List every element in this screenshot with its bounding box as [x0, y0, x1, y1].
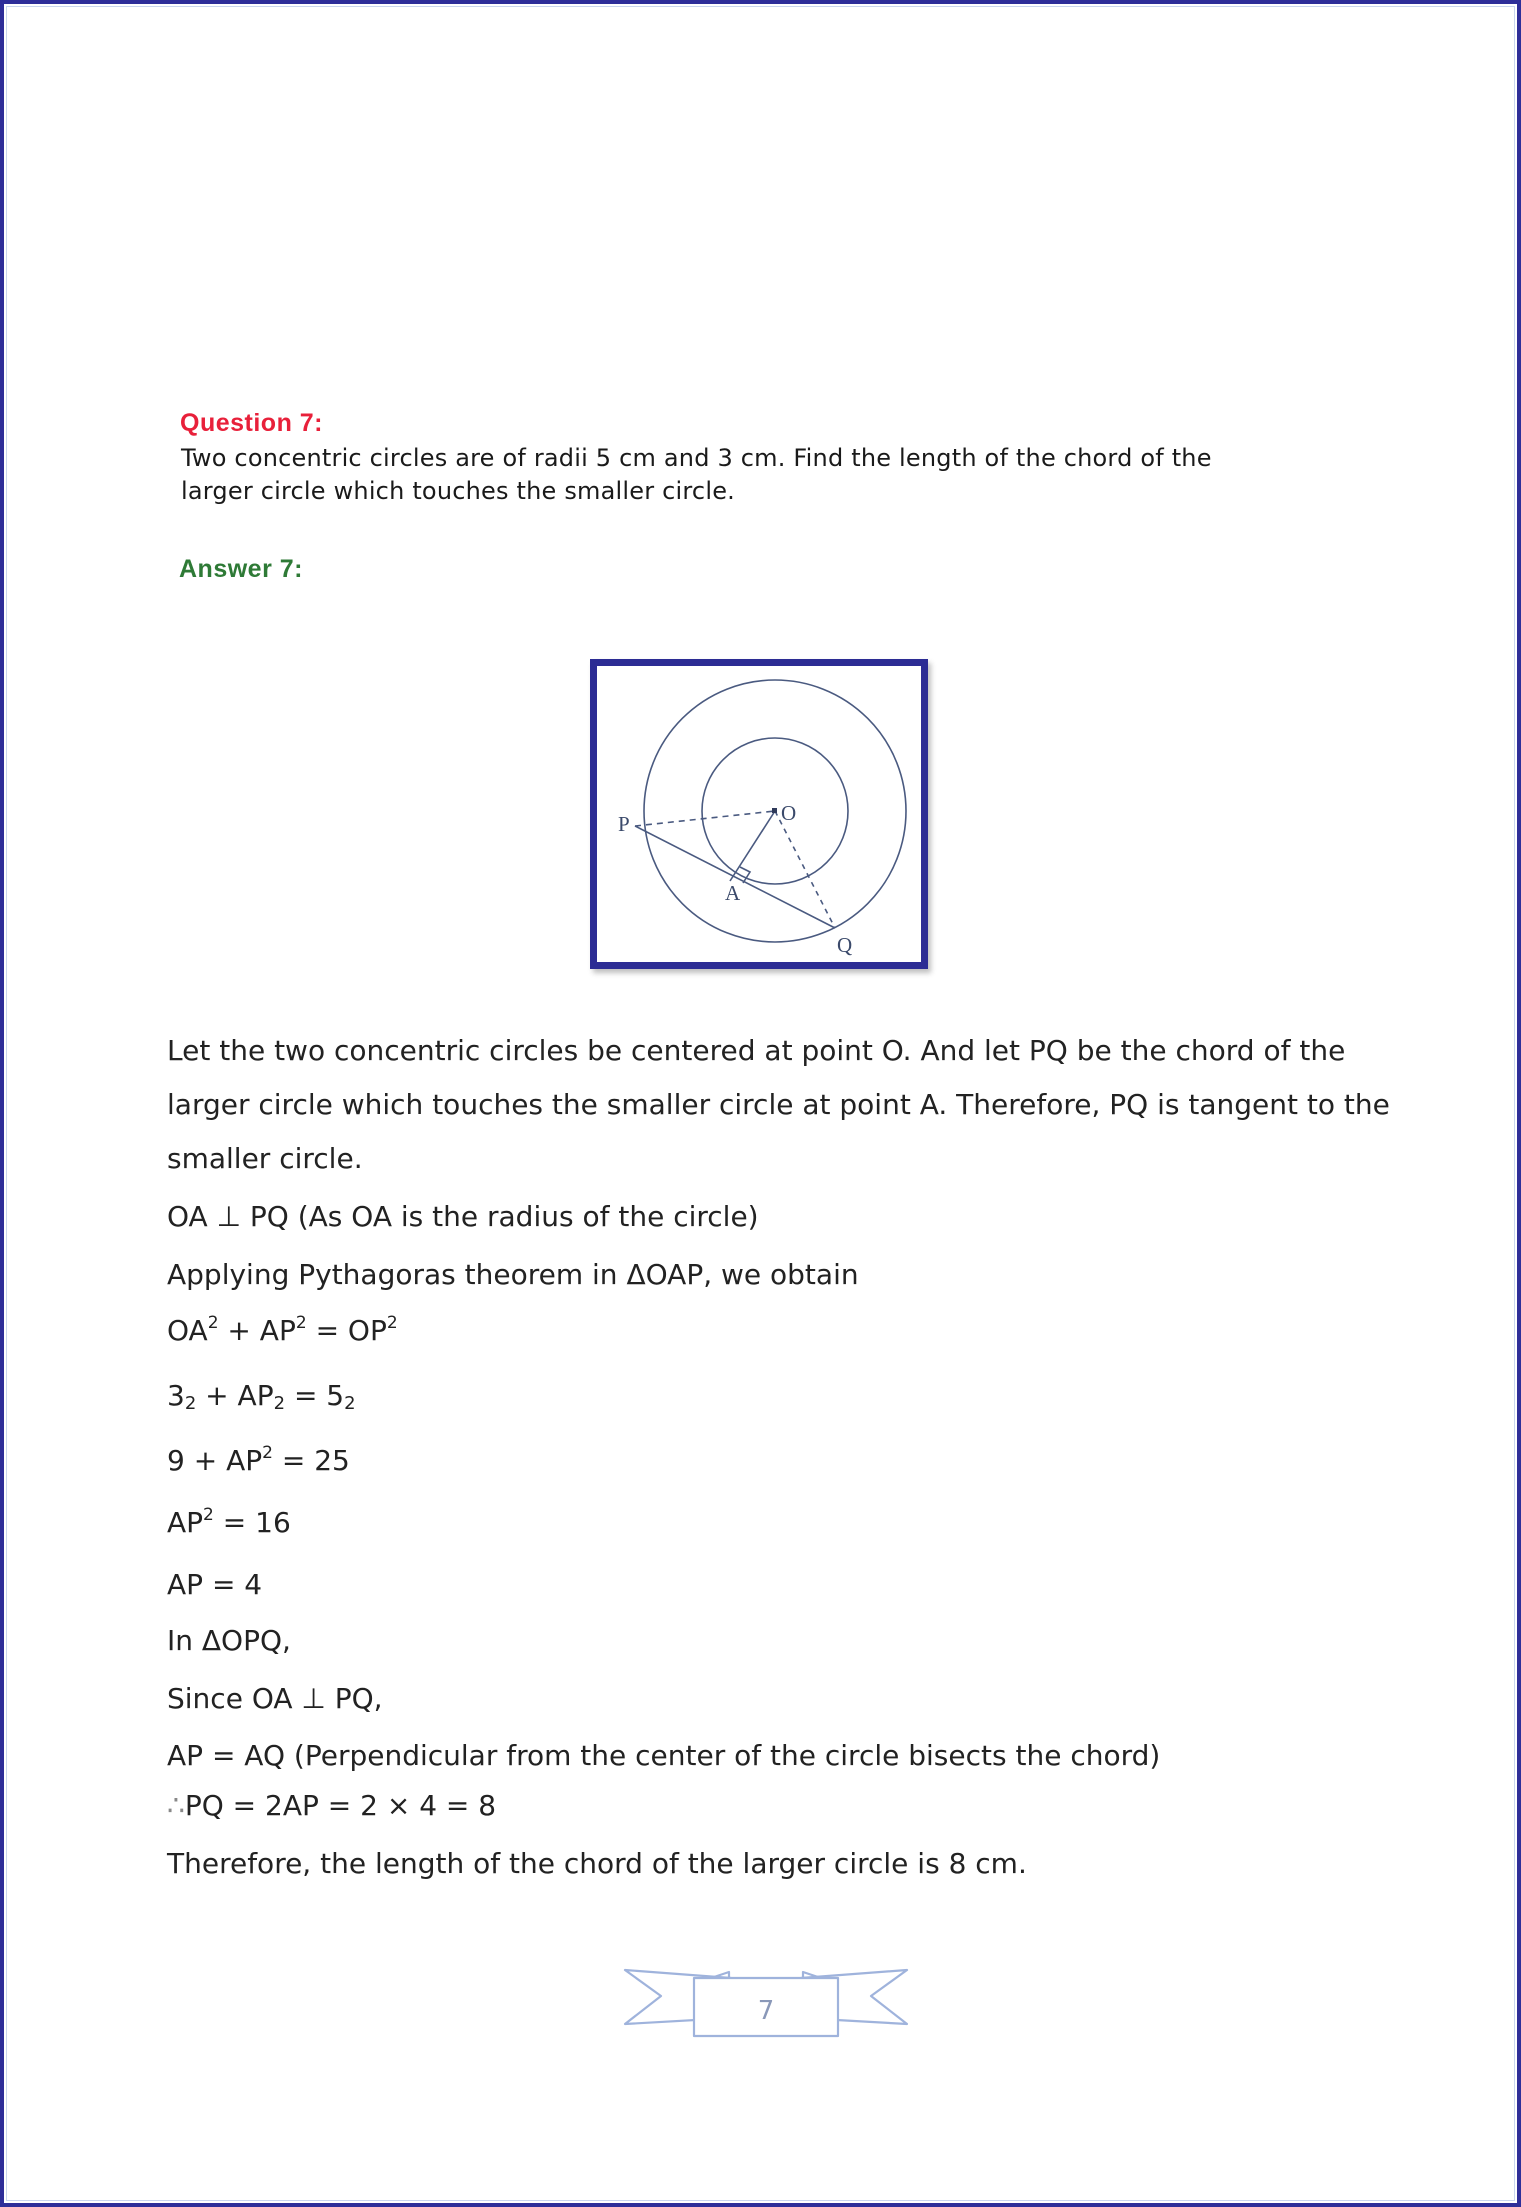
page-number: 7 [757, 1996, 775, 2026]
label-p: P [618, 812, 630, 836]
equation-5: AP = 4 [167, 1568, 263, 1601]
pythagoras-statement: Applying Pythagoras theorem in ΔOAP, we obtain [167, 1258, 859, 1291]
therefore-icon: ∴ [167, 1789, 185, 1822]
triangle-opq-line: In ΔOPQ, [167, 1624, 291, 1657]
equation-1: $OA^2 + AP^2 = OP^2$ [167, 1313, 398, 1347]
since-line: Since OA ⊥ PQ, [167, 1682, 383, 1715]
bisect-line: AP = AQ (Perpendicular from the center of the circle bisects the chord) [167, 1739, 1161, 1772]
segment-oq [775, 811, 835, 928]
question-text [181, 442, 1351, 508]
question-label: Question 7: [180, 409, 324, 437]
conclusion-line: Therefore, the length of the chord of the larger circle is 8 cm. [167, 1847, 1027, 1880]
answer-intro-line: Let the two concentric circles be centered at point O. And let PQ be the chord of the [167, 1034, 1346, 1067]
segment-op [635, 811, 775, 826]
question-line: larger circle which touches the smaller circle. [181, 477, 735, 505]
page-number-ribbon [621, 1962, 911, 2042]
label-a: A [725, 881, 741, 905]
equation-4: $AP^2 = 16$ [167, 1505, 291, 1539]
geometry-diagram [597, 666, 921, 962]
pq-result-line: ∴PQ = 2AP = 2 × 4 = 8 [167, 1789, 497, 1822]
concentric-circles-figure [590, 659, 928, 969]
perpendicular-statement: OA ⊥ PQ (As OA is the radius of the circle) [167, 1200, 759, 1233]
question-line: Two concentric circles are of radii 5 cm and 3 cm. Find the length of the chord of the [181, 444, 1212, 472]
label-o: O [781, 801, 797, 825]
equation-3: $9 + AP^2 = 25$ [167, 1443, 350, 1477]
label-q: Q [837, 933, 853, 957]
answer-intro-line: larger circle which touches the smaller circle at point A. Therefore, PQ is tangent to the [167, 1088, 1390, 1121]
equation-2: $3_2 + AP_2 = 5_2$ [167, 1379, 356, 1414]
answer-intro-line: smaller circle. [167, 1142, 363, 1175]
answer-label: Answer 7: [179, 555, 303, 583]
radius-oa [730, 811, 775, 881]
center-point [772, 808, 777, 813]
